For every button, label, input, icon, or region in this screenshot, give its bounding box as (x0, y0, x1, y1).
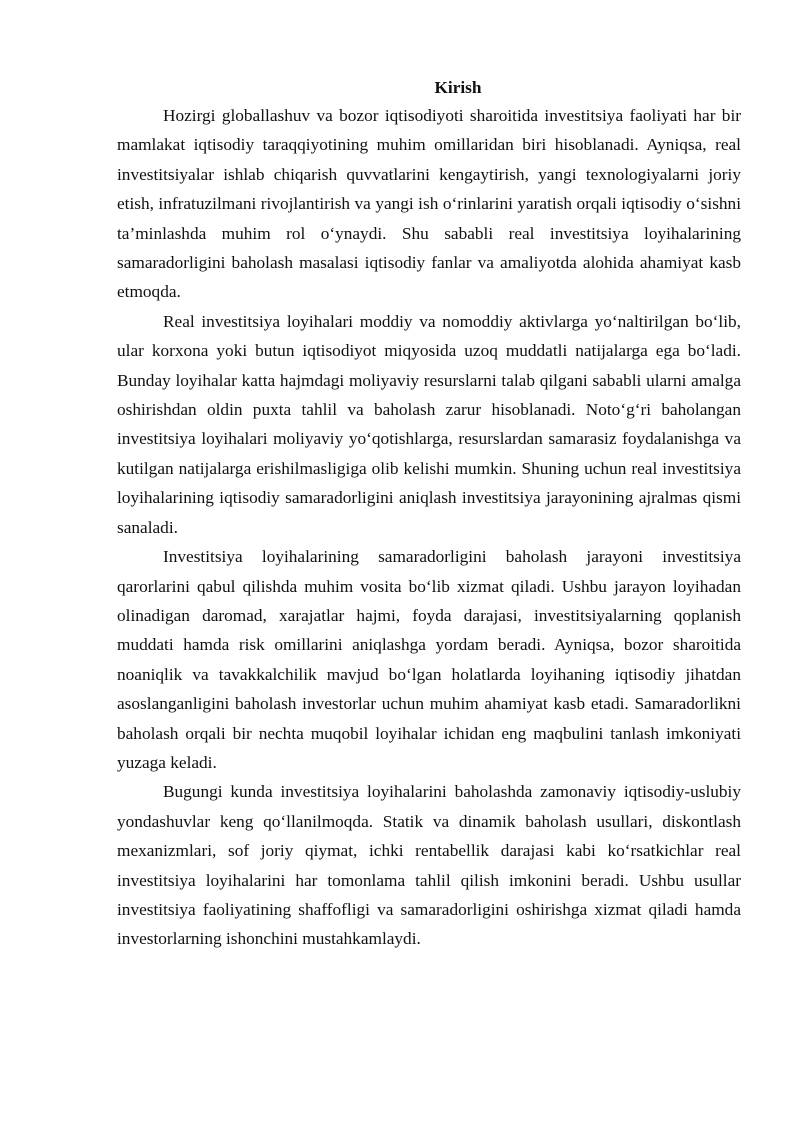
paragraph-1: Hozirgi globallashuv va bozor iqtisodiyoti sharoitida investitsiya faoliyati har bir mamlakat iqtisodiy taraqqiyotining muhim omillaridan biri hisoblanadi. Ayniqsa, real investitsiyalar ishlab chiqarish quvvatlarini kengaytirish, yangi texnologiyalarni joriy etish, infratuzilmani rivojlantirish va yangi ish o‘rinlarini yaratish orqali iqtisodiy o‘sishni ta’minlashda muhim rol o‘ynaydi. Shu sababli real investitsiya loyihalarining samaradorligini baholash masalasi iqtisodiy fanlar va amaliyotda alohida ahamiyat kasb etmoqda. (117, 106, 741, 302)
paragraph-3: Investitsiya loyihalarining samaradorligini baholash jarayoni investitsiya qarorlarini qabul qilishda muhim vosita bo‘lib xizmat qiladi. Ushbu jarayon loyihadan olinadigan daromad, xarajatlar hajmi, foyda darajasi, investitsiyalarning qoplanish muddati hamda risk omillarini aniqlashga yordam beradi. Ayniqsa, bozor sharoitida noaniqlik va tavakkalchilik mavjud bo‘lgan holatlarda loyihaning iqtisodiy jihatdan asoslanganligini baholash investorlar uchun muhim ahamiyat kasb etadi. Samaradorlikni baholash orqali bir nechta muqobil loyihalar ichidan eng maqbulini tanlash imkoniyati yuzaga keladi. (117, 547, 741, 772)
paragraph-4: Bugungi kunda investitsiya loyihalarini baholashda zamonaviy iqtisodiy-uslubiy yondashuvlar keng qo‘llanilmoqda. Statik va dinamik baholash usullari, diskontlash mexanizmlari, sof joriy qiymat, ichki rentabellik darajasi kabi ko‘rsatkichlar real investitsiya loyihalarini har tomonlama tahlil qilish imkonini beradi. Ushbu usullar investitsiya faoliyatining shaffofligi va samaradorligini oshirishga xizmat qiladi hamda investorlarning ishonchini mustahkamlaydi. (117, 782, 741, 949)
document-body (117, 74, 741, 954)
section-title: Kirish (434, 78, 482, 97)
paragraph-2: Real investitsiya loyihalari moddiy va nomoddiy aktivlarga yo‘naltirilgan bo‘lib, ular korxona yoki butun iqtisodiyot miqyosida uzoq muddatli natijalarga ega bo‘ladi. Bunday loyihalar katta hajmdagi moliyaviy resurslarni talab qilgani sababli ularni amalga oshirishdan oldin puxta tahlil va baholash zarur hisoblanadi. Noto‘g‘ri baholangan investitsiya loyihalari moliyaviy yo‘qotishlarga, resurslardan samarasiz foydalanishga va kutilgan natijalarga erishilmasligiga olib kelishi mumkin. Shuning uchun real investitsiya loyihalarining iqtisodiy samaradorligini aniqlash investitsiya jarayonining ajralmas qismi sanaladi. (117, 311, 741, 537)
